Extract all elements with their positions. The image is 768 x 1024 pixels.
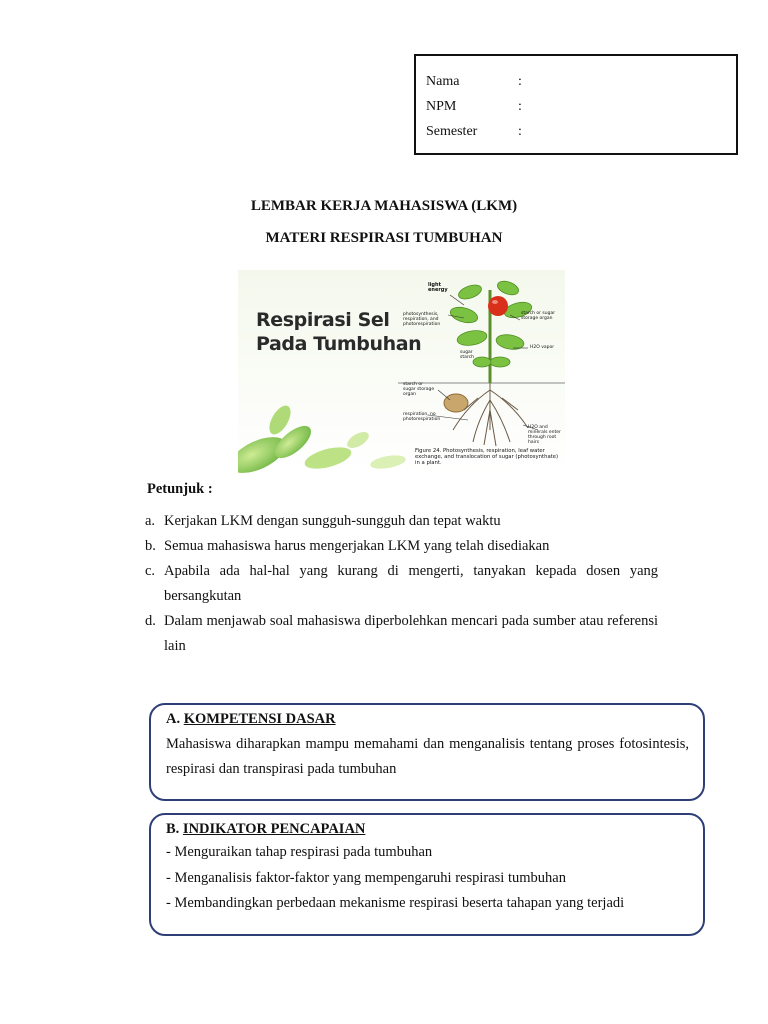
- label-h2o-vapor: H2O vapor: [530, 345, 555, 350]
- illustration-svg: [238, 270, 565, 473]
- field-colon: :: [518, 74, 522, 89]
- hero-heading: [256, 308, 421, 356]
- figure-caption: Figure 24. Photosynthesis, respiration, leaf water exchange, and translocation of sugar (photosynthate) in a plant.: [415, 448, 559, 466]
- field-colon: :: [518, 99, 522, 114]
- list-item: [145, 534, 658, 559]
- instructions-list: [145, 509, 658, 659]
- list-marker: c.: [145, 563, 156, 579]
- list-item-text: Dalam menjawab soal mahasiswa diperbolehkan mencari pada sumber atau referensi lain: [164, 613, 658, 654]
- label-h2o-minerals: H2O and minerals enter through root hairs: [528, 425, 561, 445]
- instructions-heading: Petunjuk :: [147, 481, 213, 497]
- label-photosynthesis: photosynthesis, respiration, and photorespiration: [403, 312, 441, 327]
- indicator-item: - Membandingkan perbedaan mekanisme respirasi beserta tahapan yang terjadi: [166, 895, 625, 911]
- indicator-item: - Menguraikan tahap respirasi pada tumbuhan: [166, 844, 433, 860]
- label-storage-top: starch or sugar storage organ: [521, 311, 556, 321]
- section-title: KOMPETENSI DASAR: [183, 711, 336, 727]
- list-item-text: Kerjakan LKM dengan sungguh-sungguh dan tepat waktu: [164, 513, 501, 529]
- list-item: [145, 559, 658, 609]
- field-label: Semester: [426, 124, 478, 139]
- label-storage-bottom: starch or sugar storage organ: [403, 382, 435, 397]
- list-marker: d.: [145, 613, 156, 629]
- plant-respiration-illustration: [238, 270, 565, 473]
- list-marker: a.: [145, 513, 156, 529]
- section-kompetensi-dasar: [149, 703, 705, 801]
- section-title: INDIKATOR PENCAPAIAN: [182, 821, 366, 837]
- section-heading: [166, 821, 703, 838]
- hero-heading-line: Pada Tumbuhan: [256, 333, 422, 355]
- section-prefix: A.: [166, 711, 181, 727]
- field-label: Nama: [426, 74, 460, 89]
- section-body: Mahasiswa diharapkan mampu memahami dan menganalisis tentang proses fotosintesis, respirasi dan transpirasi pada tumbuhan: [166, 736, 689, 777]
- label-respiration-no-photo: respiration, no photorespiration: [403, 412, 441, 422]
- field-label: NPM: [426, 99, 457, 114]
- section-body: [166, 840, 689, 917]
- list-item: [145, 609, 658, 659]
- list-item: [145, 509, 658, 534]
- hero-heading-line: Respirasi Sel: [256, 309, 390, 331]
- section-heading: [166, 711, 703, 728]
- section-prefix: B.: [166, 821, 180, 837]
- field-colon: :: [518, 124, 522, 139]
- list-item-text: Apabila ada hal-hal yang kurang di mengerti, tanyakan kepada dosen yang bersangkutan: [164, 563, 658, 604]
- list-item-text: Semua mahasiswa harus mengerjakan LKM yang telah disediakan: [164, 538, 550, 554]
- list-marker: b.: [145, 538, 156, 554]
- label-sugar-starch: sugar starch: [460, 350, 474, 360]
- indicator-item: - Menganalisis faktor-faktor yang mempengaruhi respirasi tumbuhan: [166, 869, 566, 886]
- student-identity-box: [414, 54, 738, 155]
- label-light-energy: light energy: [428, 282, 448, 293]
- section-indikator-pencapaian: [149, 813, 705, 936]
- document-subtitle: MATERI RESPIRASI TUMBUHAN: [265, 230, 503, 246]
- document-title: LEMBAR KERJA MAHASISWA (LKM): [250, 198, 518, 214]
